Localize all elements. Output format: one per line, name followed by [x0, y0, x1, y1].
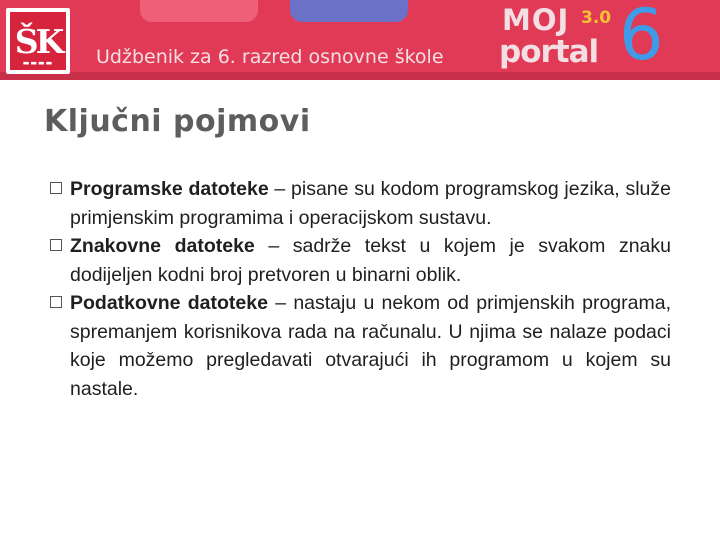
term-separator: – [268, 178, 292, 200]
brand-portal: portal [499, 34, 599, 70]
publisher-logo [6, 8, 70, 74]
list-item [44, 289, 671, 403]
header-tab-decoration [140, 0, 258, 22]
header-banner [0, 0, 720, 80]
brand-version: 3.0 [581, 8, 612, 28]
term-separator: – [267, 292, 294, 314]
term-label: Programske datoteke [70, 178, 269, 200]
header-tab-decoration [290, 0, 408, 22]
brand-grade-number: 6 [619, 0, 664, 76]
term-description: pisane su kodom programskog jezika, služe primjenskim programima i operacijskom sustavu. [70, 178, 671, 229]
term-description: nastaju u nekom od primjenskih programa, spremanjem korisnikova rada na računalu. U njima se nalaze podaci koje možemo pregledavati otvarajući ih programom u kojem su nastale. [70, 292, 671, 400]
header-subtitle: Udžbenik za 6. razred osnovne škole [96, 46, 444, 68]
term-label: Podatkovne datoteke [70, 292, 268, 314]
checkbox-bullet-icon [50, 239, 62, 251]
term-description: sadrže tekst u kojem je svakom znaku dodijeljen kodni broj pretvoren u binarni oblik. [70, 235, 671, 286]
checkbox-bullet-icon [50, 182, 62, 194]
key-terms-list [44, 175, 671, 403]
list-item [44, 232, 671, 289]
list-item [44, 175, 671, 232]
checkbox-bullet-icon [50, 296, 62, 308]
publisher-logo-inner [10, 12, 66, 70]
term-separator: – [254, 235, 293, 257]
publisher-logo-mark: ŠK [14, 21, 62, 61]
page-title: Ključni pojmovi [44, 104, 311, 139]
brand-logo [497, 0, 697, 76]
term-label: Znakovne datoteke [70, 235, 255, 257]
publisher-logo-underline: ▬▬▬▬ [22, 59, 54, 67]
brand-moj: MOJ [502, 3, 570, 37]
